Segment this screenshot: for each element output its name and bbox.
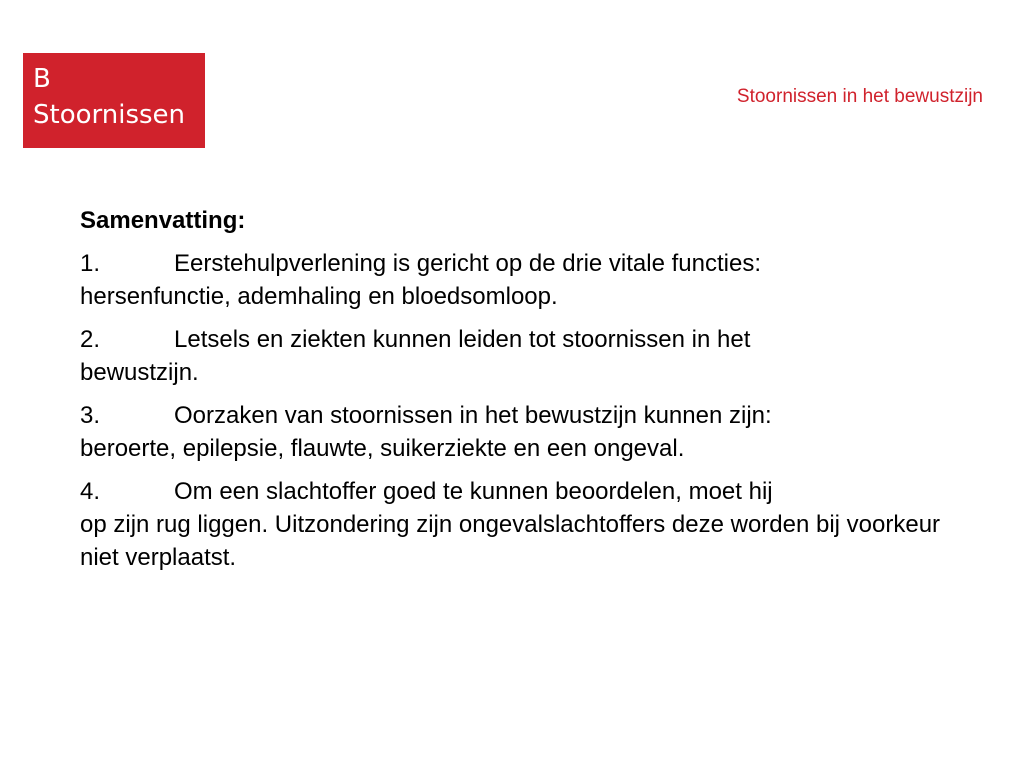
slide-header-title: Stoornissen in het bewustzijn bbox=[736, 86, 983, 107]
item-number: 2. bbox=[80, 326, 101, 353]
brand-logo bbox=[23, 53, 205, 148]
item-text-first-line: Letsels en ziekten kunnen leiden tot stoornissen in het bbox=[174, 326, 751, 353]
list-item bbox=[80, 323, 970, 389]
item-number: 1. bbox=[80, 250, 101, 277]
logo-line-name: Stoornissen bbox=[33, 100, 186, 130]
item-text-first-line: Om een slachtoffer goed te kunnen beoordelen, moet hij bbox=[174, 478, 773, 505]
item-number: 4. bbox=[80, 478, 101, 505]
item-text-rest: hersenfunctie, ademhaling en bloedsomloop. bbox=[80, 283, 558, 310]
item-text-first-line: Oorzaken van stoornissen in het bewustzijn kunnen zijn: bbox=[174, 402, 772, 429]
item-text-first-line: Eerstehulpverlening is gericht op de drie vitale functies: bbox=[174, 250, 761, 277]
summary-heading: Samenvatting: bbox=[80, 207, 246, 234]
list-item bbox=[80, 247, 970, 313]
list-item bbox=[80, 399, 970, 465]
list-item bbox=[80, 475, 970, 574]
logo-line-letter: B bbox=[33, 64, 51, 94]
item-text-rest: bewustzijn. bbox=[80, 359, 199, 386]
item-text-rest: beroerte, epilepsie, flauwte, suikerziekte en een ongeval. bbox=[80, 435, 685, 462]
slide-content bbox=[80, 204, 970, 584]
item-text-rest: op zijn rug liggen. Uitzondering zijn ongevalslachtoffers deze worden bij voorkeur niet verplaatst. bbox=[80, 511, 941, 571]
item-number: 3. bbox=[80, 402, 101, 429]
